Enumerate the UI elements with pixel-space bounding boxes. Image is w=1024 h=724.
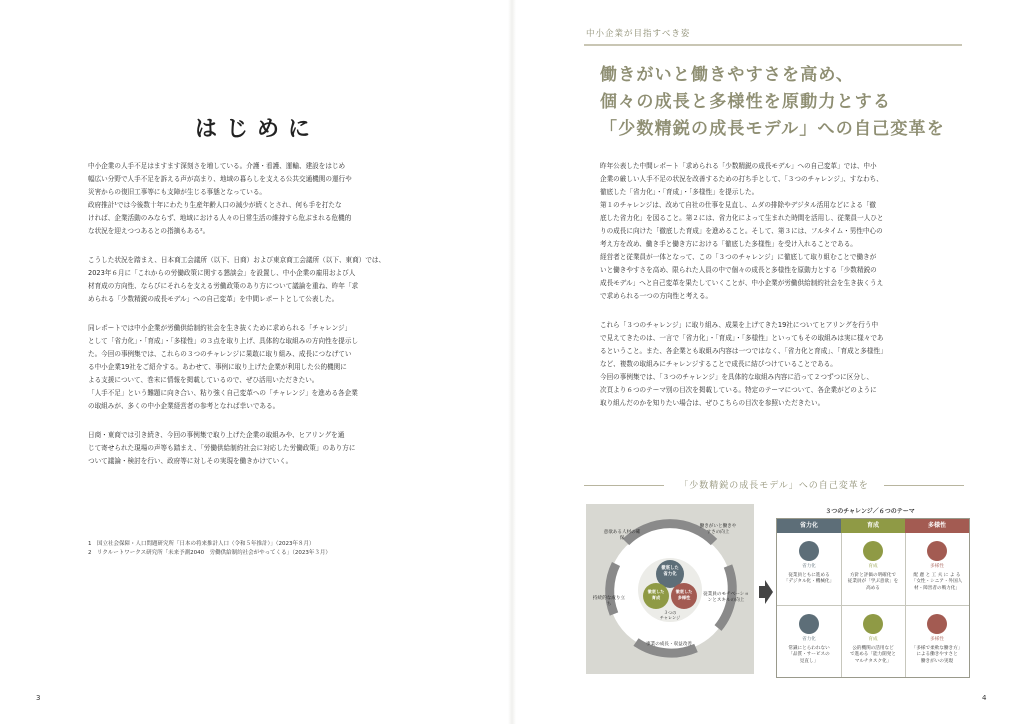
label-line: 徹底した	[647, 589, 665, 594]
description-line: 材・障害者の戦力化」	[914, 585, 960, 591]
text-line: 同レポートでは中小企業が労働供給制約社会を生き抜くために求められる「チャレンジ」	[88, 324, 352, 332]
label-line: 多様性	[677, 594, 691, 600]
theme-description	[907, 573, 967, 592]
page-number: 4	[982, 694, 987, 702]
theme-icon-label: 育成	[868, 564, 878, 569]
footnote: 2 リクルートワークス研究所「未来予測2040 労働供給制約社会がやってくる」（2023年３月）	[88, 549, 331, 556]
text-line: よる支援について、巻末に情報を掲載しているので、ぜひ活用いただきたい。	[88, 376, 319, 384]
text-line: な状況を迎えつつあるとの指摘もある²。	[88, 227, 210, 235]
description-line: 常識にとらわれない	[788, 646, 830, 651]
label-line: 省力化	[663, 571, 677, 577]
text-line: 政府推計¹では今後数十年にわたり生産年齢人口の減少が続くとされ、何も手を打たな	[88, 201, 342, 209]
theme-description	[843, 573, 903, 592]
theme-icon	[799, 541, 819, 561]
description-line: 従業員が「学ぶ意欲」を	[847, 579, 899, 585]
page-title: はじめに	[195, 117, 320, 142]
theme-icon	[927, 614, 947, 634]
text-line: 底した省力化」を図ること。第２には、省力化によって生まれた時間を活用し、従業員一人ひと	[600, 214, 884, 222]
theme-description	[779, 646, 839, 665]
description-line: 高める	[866, 585, 880, 591]
center-label-left	[643, 589, 669, 600]
table-divider	[777, 605, 969, 606]
text-line: 幅広い分野で人手不足を訴える声が高まり、地域の暮らしを支える公共交通機関の運行や	[88, 175, 352, 183]
section-divider	[584, 44, 962, 46]
cycle-diagram	[586, 504, 754, 674]
theme-icon	[799, 614, 819, 634]
table-divider	[905, 533, 906, 677]
text-line: 中小企業の人手不足はますます深刻さを増している。介護・看護、運輸、建設をはじめ	[88, 162, 346, 170]
subheading-block	[584, 478, 964, 494]
text-line: た。今回の事例集では、これらの３つのチャレンジに果敢に取り組み、成長につなげてい	[88, 350, 352, 358]
description-line: 「デジタル化・機械化」	[783, 579, 835, 585]
text-line: 企業の厳しい人手不足の状況を改善するための打ち手として、「３つのチャレンジ」、すなわち、	[600, 175, 883, 183]
text-line: これら「３つのチャレンジ」に取り組み、成果を上げてきた19社についてヒアリングを行う中	[600, 321, 879, 329]
cycle-item: 事業の成長・収益改善	[646, 642, 692, 647]
right-arrow-icon	[759, 580, 773, 604]
center-label-top	[656, 566, 684, 577]
intro-paragraph-4	[88, 429, 418, 468]
text-line: 材育成の方向性、ならびにそれらを支える労働政策のあり方について議論を重ね、昨年「求	[88, 282, 359, 290]
description-line: 配 慮 と 工 夫 に よ る	[913, 573, 961, 578]
cycle-item: 従業員のモチベーションとスキルの向上	[703, 592, 749, 603]
cycle-item: 持続的な成り立ち	[592, 596, 626, 607]
text-line: りの成長に向けた「徹底した育成」を進めること。そして、第３には、フルタイム・男性中心の	[600, 227, 883, 235]
text-line: められる「少数精鋭の成長モデル」への自己変革」を中間レポートとして公表した。	[88, 295, 339, 303]
cycle-item: 意欲ある人材の確保	[603, 530, 641, 541]
section-label: 中小企業が目指すべき姿	[586, 29, 691, 39]
header-shouryoku: 省力化	[777, 519, 841, 533]
text-line: 成長モデル」へと自己変革を果たしていくことが、中小企業が労働供給制約社会を生き抜くうえ	[600, 279, 884, 287]
main-paragraph-1	[600, 160, 945, 303]
label-line: 徹底した	[675, 589, 693, 594]
theme-icon-label: 省力化	[802, 564, 816, 569]
description-line: 公的機関の活用など	[852, 646, 894, 651]
intro-paragraph-3	[88, 322, 418, 413]
text-line: る中小企業19社をご紹介する。あわせて、事例に取り上げた企業が利用した公的機関に	[88, 363, 347, 371]
cycle-item: 働きがいと働きやすさの向上	[699, 524, 737, 535]
headline-line: 「少数精鋭の成長モデル」への自己変革を	[600, 119, 945, 139]
text-line: 取り組んだのかを知りたい場合は、ぜひこちらの目次を参照いただきたい。	[600, 399, 825, 407]
text-line: いと働きやすさを高め、限られた人員の中で個々の成長と多様性を原動力とする「少数精鋭の	[600, 266, 877, 274]
text-line: ついて議論・検討を行い、政府等に対しその実現を働きかけていく。	[88, 457, 293, 465]
description-line: マルチタスク化」	[854, 658, 892, 664]
text-line: 次頁より６つのテーマ別の目次を掲載している。特定のテーマについて、各企業がどのように	[600, 386, 877, 394]
subheading: 「少数精鋭の成長モデル」への自己変革を	[679, 481, 869, 491]
description-line: 働きがいの実現	[920, 658, 954, 664]
theme-icon	[927, 541, 947, 561]
intro-body	[88, 160, 418, 479]
text-line: 災害からの復旧工事等にも支障が生じる事態となっている。	[88, 188, 267, 196]
footnotes	[88, 540, 331, 557]
intro-paragraph-2	[88, 254, 418, 306]
description-line: 見直し」	[799, 658, 819, 664]
text-line: として「省力化」・「育成」・「多様性」の３点を取り上げ、具体的な取組みの方向性を提示し	[88, 337, 359, 345]
theme-description	[843, 646, 903, 665]
text-line: 2023年６月に「これからの労働政策に関する懇談会」を設置し、中小企業の雇用および人	[88, 269, 356, 277]
label-line: 育成	[651, 594, 661, 600]
headline	[600, 62, 945, 143]
theme-icon	[863, 541, 883, 561]
description-line: 「多様で柔軟な働き方」	[911, 646, 963, 651]
page-number: 3	[36, 694, 41, 702]
table-divider	[841, 533, 842, 677]
description-line: 「品質・サービスの	[788, 652, 830, 658]
description-line: による働きやすさと	[916, 652, 958, 658]
description-line: 従業員ともに進める	[788, 573, 830, 578]
footnote: 1 国立社会保障・人口問題研究所「日本の将来推計人口（令和５年推計）」（2023年８月）	[88, 541, 315, 547]
theme-icon	[863, 614, 883, 634]
theme-icon-label: 多様性	[930, 637, 944, 642]
description-line: 「女性・シニア・外国人	[911, 579, 963, 585]
center-caption	[654, 610, 686, 621]
text-line: 「人手不足」という難題に向き合い、粘り強く自己変革への「チャレンジ」を進める各企業	[88, 389, 358, 397]
label-line: ３つの	[663, 610, 677, 615]
theme-icon-label: 多様性	[930, 564, 944, 569]
text-line: 第１のチャレンジは、改めて自社の仕事を見直し、ムダの排除やデジタル活用などによる「徹	[600, 201, 877, 209]
text-line: 今回の事例集では、「３つのチャレンジ」を具体的な取組み内容に沿って２つずつに区分し、	[600, 373, 874, 381]
text-line: など、複数の取組みにチャレンジすることで成長に結びつけていることである。	[600, 360, 837, 368]
text-line: 昨年公表した中間レポート「求められる「少数精鋭の成長モデル」への自己変革」では、中小	[600, 162, 877, 170]
label-line: 徹底した	[661, 566, 679, 571]
theme-icon-label: 省力化	[802, 637, 816, 642]
text-line: で見えてきたのは、一言で「省力化」・「育成」・「多様性」といってもその取組みは実に様々であ	[600, 334, 884, 342]
description-line: 方針と評価の明確化で	[850, 573, 896, 578]
label-line: チャレンジ	[659, 615, 681, 621]
main-paragraph-2	[600, 319, 945, 410]
text-line: じて寄せられた現場の声等も踏まえ、「労働供給制約社会に対応した労働政策」のあり方に	[88, 444, 356, 452]
theme-description	[907, 646, 967, 665]
right-page	[512, 0, 1024, 724]
text-line: 考え方を改め、働き手と働き方における「徹底した多様性」を受け入れることである。	[600, 240, 857, 248]
text-line: 経営者と従業員が一体となって、この「３つのチャレンジ」に徹底して取り組むことで働きが	[600, 253, 877, 261]
header-tayousei: 多様性	[905, 519, 969, 533]
headline-line: 働きがいと働きやすさを高め、	[600, 65, 855, 85]
themes-table	[776, 518, 970, 678]
table-title: ３つのチャレンジ／６つのテーマ	[825, 508, 915, 515]
center-label-right	[671, 589, 697, 600]
text-line: るということ。また、各企業とも取組み内容は一つではなく、「省力化と育成」、「育成と多様性」	[600, 347, 887, 355]
headline-line: 個々の成長と多様性を原動力とする	[600, 92, 892, 112]
main-body	[600, 160, 945, 421]
description-line: で進める「能力開発と	[850, 652, 896, 658]
theme-description	[779, 573, 839, 586]
text-line: 日商・東商では引き続き、今回の事例集で取り上げた企業の取組みや、ヒアリングを通	[88, 431, 345, 439]
header-ikusei: 育成	[841, 519, 905, 533]
text-line: の取組みが、多くの中小企業経営者の参考となれば幸いである。	[88, 402, 280, 410]
text-line: こうした状況を踏まえ、日本商工会議所（以下、日商）および東京商工会議所（以下、東商）では、	[88, 256, 386, 264]
text-line: 徹底した「省力化」・「育成」・「多様性」を提示した。	[600, 188, 759, 196]
theme-icon-label: 育成	[868, 637, 878, 642]
text-line: ければ、企業活動のみならず、地域における人々の日常生活の維持すら危ぶまれる危機的	[88, 214, 352, 222]
intro-paragraph-1	[88, 160, 418, 238]
text-line: で求められる一つの方向性と考える。	[600, 292, 713, 300]
